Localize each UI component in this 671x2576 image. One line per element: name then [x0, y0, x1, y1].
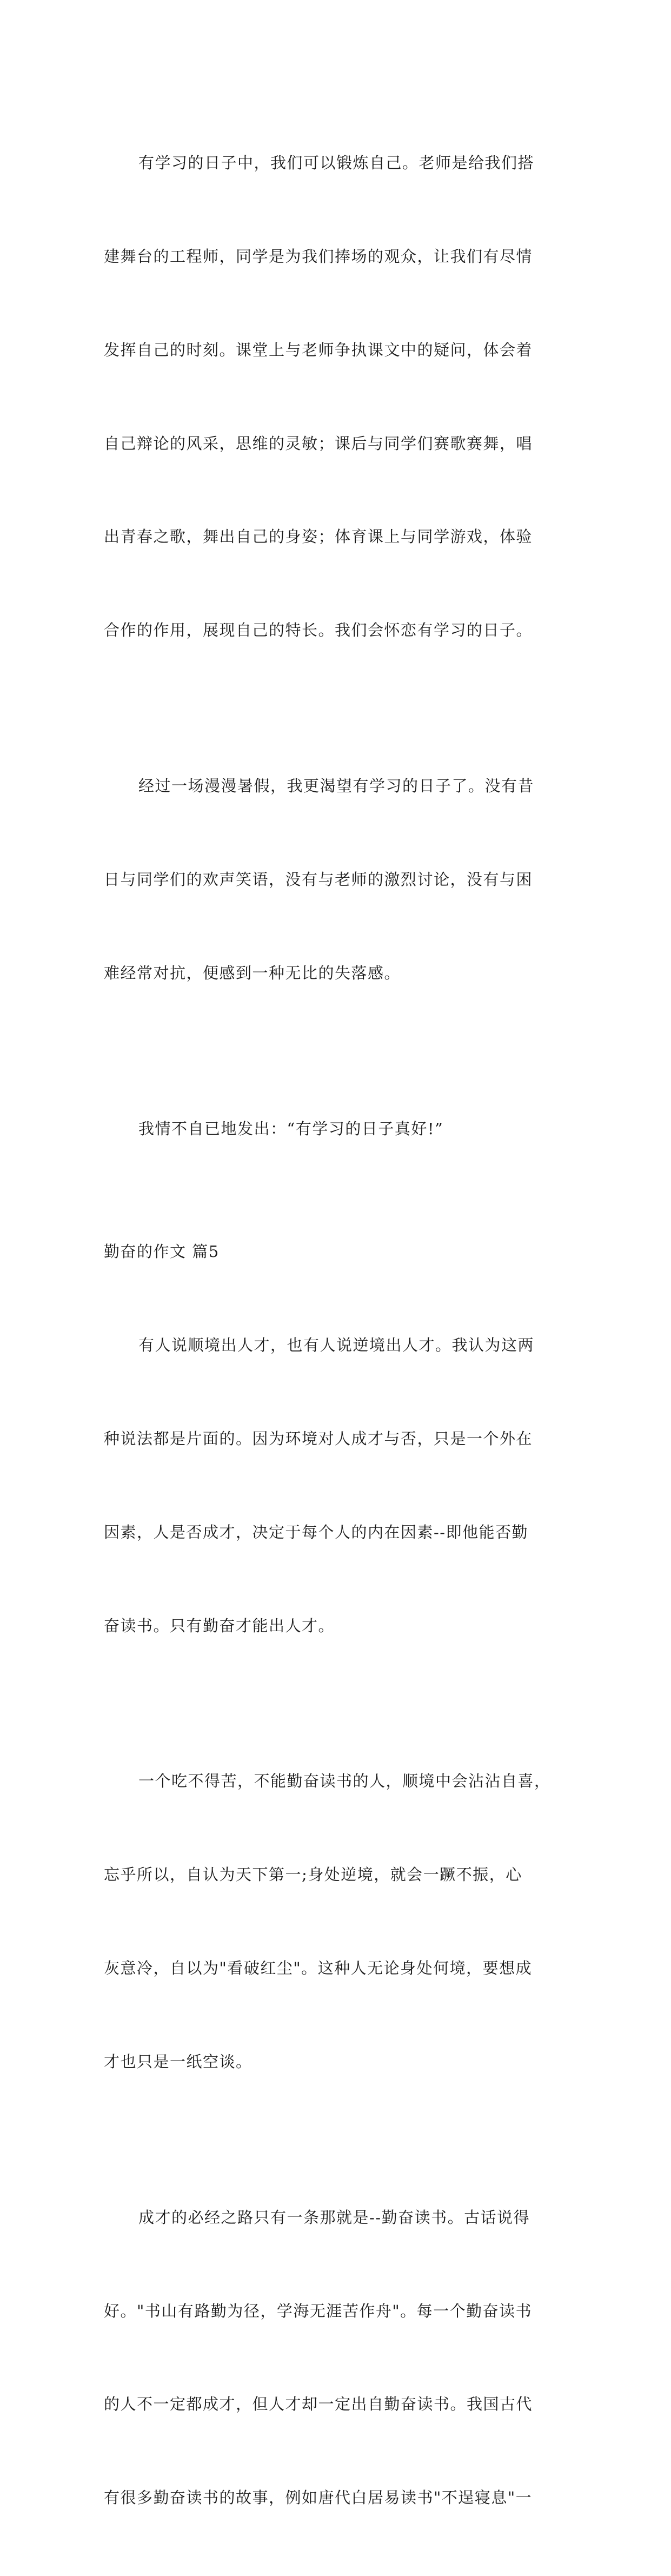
text-line: 忘乎所以，自认为天下第一;身处逆境，就会一蹶不振，心	[104, 1865, 522, 1884]
paragraph	[104, 1051, 573, 1207]
paragraph	[104, 2140, 573, 2576]
text-line: 日与同学们的欢声笑语，没有与老师的激烈讨论，没有与困	[104, 870, 533, 889]
text-line: 有人说顺境出人才，也有人说逆境出人才。我认为这两	[138, 1336, 535, 1355]
text-line: 好。"书山有路勤为径，学海无涯苦作舟"。每一个勤奋读书	[104, 2301, 533, 2320]
text-line: 发挥自己的时刻。课堂上与老师争执课文中的疑问，体会着	[104, 340, 533, 359]
section-spacer	[104, 1207, 573, 1236]
text-line: 奋读书。只有勤奋才能出人才。	[104, 1616, 335, 1635]
text-line: 经过一场漫漫暑假，我更渴望有学习的日子了。没有昔	[138, 777, 535, 796]
essay-heading: 勤奋的作文 篇5	[104, 1242, 220, 1261]
text-line: 种说法都是片面的。因为环境对人成才与否，只是一个外在	[104, 1429, 533, 1448]
text-line: 自己辩论的风采，思维的灵敏；课后与同学们赛歌赛舞，唱	[104, 434, 533, 453]
essay-section-2	[104, 1236, 573, 2576]
text-line: 的人不一定都成才，但人才却一定出自勤奋读书。我国古代	[104, 2395, 533, 2414]
essay-section-1	[104, 85, 573, 1207]
paragraph	[104, 1268, 573, 1704]
text-line: 合作的作用，展现自己的特长。我们会怀恋有学习的日子。	[104, 621, 533, 640]
text-line: 成才的必经之路只有一条那就是--勤奋读书。古话说得	[138, 2208, 530, 2227]
paragraph	[104, 85, 573, 708]
document-page	[104, 85, 573, 2576]
paragraph	[104, 1704, 573, 2140]
text-line: 建舞台的工程师，同学是为我们捧场的观众，让我们有尽情	[104, 247, 533, 266]
text-line: 出青春之歌，舞出自己的身姿；体育课上与同学游戏，体验	[104, 527, 533, 546]
text-line: 有学习的日子中，我们可以锻炼自己。老师是给我们搭	[138, 154, 535, 173]
text-line: 难经常对抗，便感到一种无比的失落感。	[104, 963, 401, 982]
text-line: 有很多勤奋读书的故事，例如唐代白居易读书"不逞寝息"一	[104, 2488, 533, 2507]
text-line: 一个吃不得苦，不能勤奋读书的人，顺境中会沾沾自喜，	[138, 1772, 551, 1791]
text-line: 才也只是一纸空谈。	[104, 2052, 253, 2071]
text-line: 灰意冷，自以为"看破红尘"。这种人无论身处何境，要想成	[104, 1959, 533, 1978]
text-line: 因素，人是否成才，决定于每个人的内在因素--即他能否勤	[104, 1522, 529, 1541]
paragraph	[104, 708, 573, 1051]
text-line: 我情不自已地发出：“有学习的日子真好!”	[138, 1119, 444, 1138]
